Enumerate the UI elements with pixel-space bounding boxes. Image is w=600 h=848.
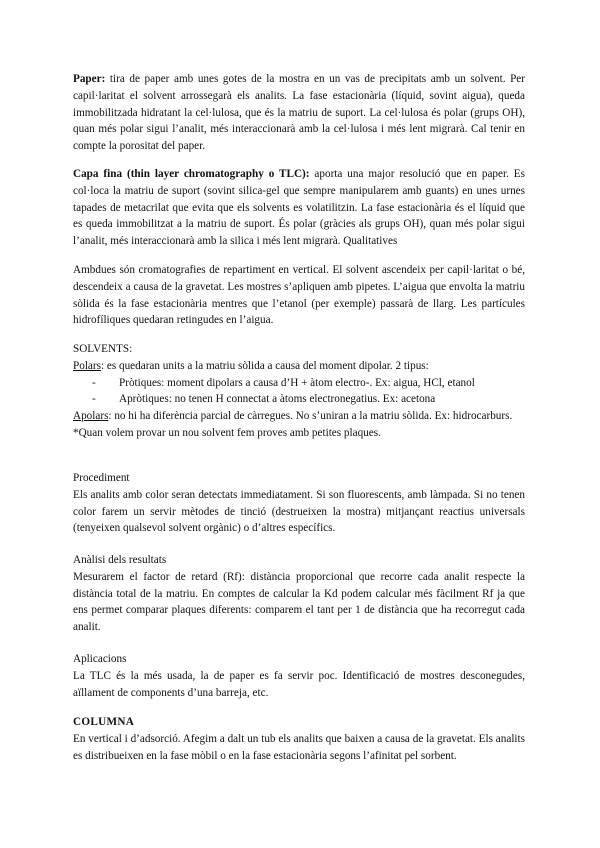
aplicacions-section — [73, 651, 525, 701]
columna-text: En vertical i d’adsorció. Afegim a dalt un tub els analits que baixen a causa de la gravetat. Els analits es distribueixen en la fase mòbil o en la fase estacionària segons l’afinitat pel sorbent. — [73, 732, 525, 762]
list-item: - Pròtiques: moment dipolars a causa d’H + àtom electro-. Ex: aigua, HCl, etanol — [73, 375, 525, 392]
polars-text: : es quedaran units a la matriu sòlida a causa del moment dipolar. 2 tipus: — [100, 359, 429, 372]
tlc-paragraph — [73, 166, 525, 250]
apolars-text: : no hi ha diferència parcial de càrregues. No s’uniran a la matriu sòlida. Ex: hidrocarburs. — [108, 410, 513, 423]
procediment-heading: Procediment — [73, 472, 130, 484]
both-text: Ambdues són cromatografies de repartiment en vertical. El solvent ascendeix per capil·laritat o bé, descendeix a causa de la gravetat. Les mostres s’apliquen amb pipetes. L’aigua que envolta la matriu sòlida és la fase estacionària mentres que l’etanol (per exemple) passarà de llarg. Les partícules hidrofíliques quedaran retingudes en l’aigua. — [73, 264, 525, 327]
analisi-heading: Anàlisi dels resultats — [73, 554, 167, 566]
solvents-section — [73, 341, 525, 442]
aplicacions-heading: Aplicacions — [73, 653, 127, 665]
solvents-note: *Quan volem provar un nou solvent fem proves amb petites plaques. — [73, 426, 381, 439]
tlc-lead: Capa fina (thin layer chromatography o TLC): — [73, 168, 310, 180]
both-paragraph — [73, 262, 525, 329]
columna-section — [73, 714, 525, 764]
paper-text: tira de paper amb unes gotes de la mostra en un vas de precipitats amb un solvent. Per capil·laritat el solvent arrossegarà els analits. La fase estacionària (líquid, sovint aigua), queda immobilitzada hidratant la cel·lulosa, que és la matriu de suport. La cel·lulosa és polar (grups OH), quan més polar sigui l’analit, més interaccionarà amb la cel·lulosa i més lent migrarà. Cal tenir en compte la porositat del paper. — [73, 73, 525, 153]
paper-paragraph — [73, 71, 525, 155]
aplicacions-text: La TLC és la més usada, la de paper es fa servir poc. Identificació de mostres desconegudes, aïllament de components d’una barreja, etc. — [73, 669, 525, 699]
columna-heading: COLUMNA — [73, 716, 135, 728]
list-item: - Apròtiques: no tenen H connectat a àtoms electronegatius. Ex: acetona — [73, 391, 525, 408]
solvents-heading: SOLVENTS: — [73, 343, 133, 355]
analisi-section — [73, 552, 525, 636]
polars-label: Polars — [73, 359, 101, 372]
analisi-text: Mesurarem el factor de retard (Rf): distància proporcional que recorre cada analit respecte la distància total de la matriu. En comptes de calcular la Kd podem calcular més fàcilment Rf ja que ens permet comparar plaques diferents: comparem el tant per 1 de distància que ha recorregut cada analit. — [73, 570, 525, 634]
apolars-label: Apolars — [73, 410, 109, 423]
procediment-text: Els analits amb color seran detectats immediatament. Si son fluorescents, amb làmpada. Si no tenen color farem un servir mètodes de tinció (destrueixen la mostra) mitjançant reactius universals (tenyeixen qualsevol solvent orgànic) o d’altres específics. — [73, 488, 525, 535]
tlc-text: aporta una major resolució que en paper. Es col·loca la matriu de suport (sovint silica-gel que sempre manipularem amb guants) en unes urnes tapades de metacrilat que evita que els solvents es volatilitzin. La fase estacionària és el líquid que es queda immobilitzat a la matriu de suport. És polar (gràcies als grups OH), quan més polar sigui l’analit, més interaccionarà amb la silica i més lent migrarà. Qualitatives — [73, 168, 525, 248]
paper-lead: Paper: — [73, 73, 106, 85]
procediment-section — [73, 470, 525, 537]
polar-types-list — [73, 375, 525, 409]
